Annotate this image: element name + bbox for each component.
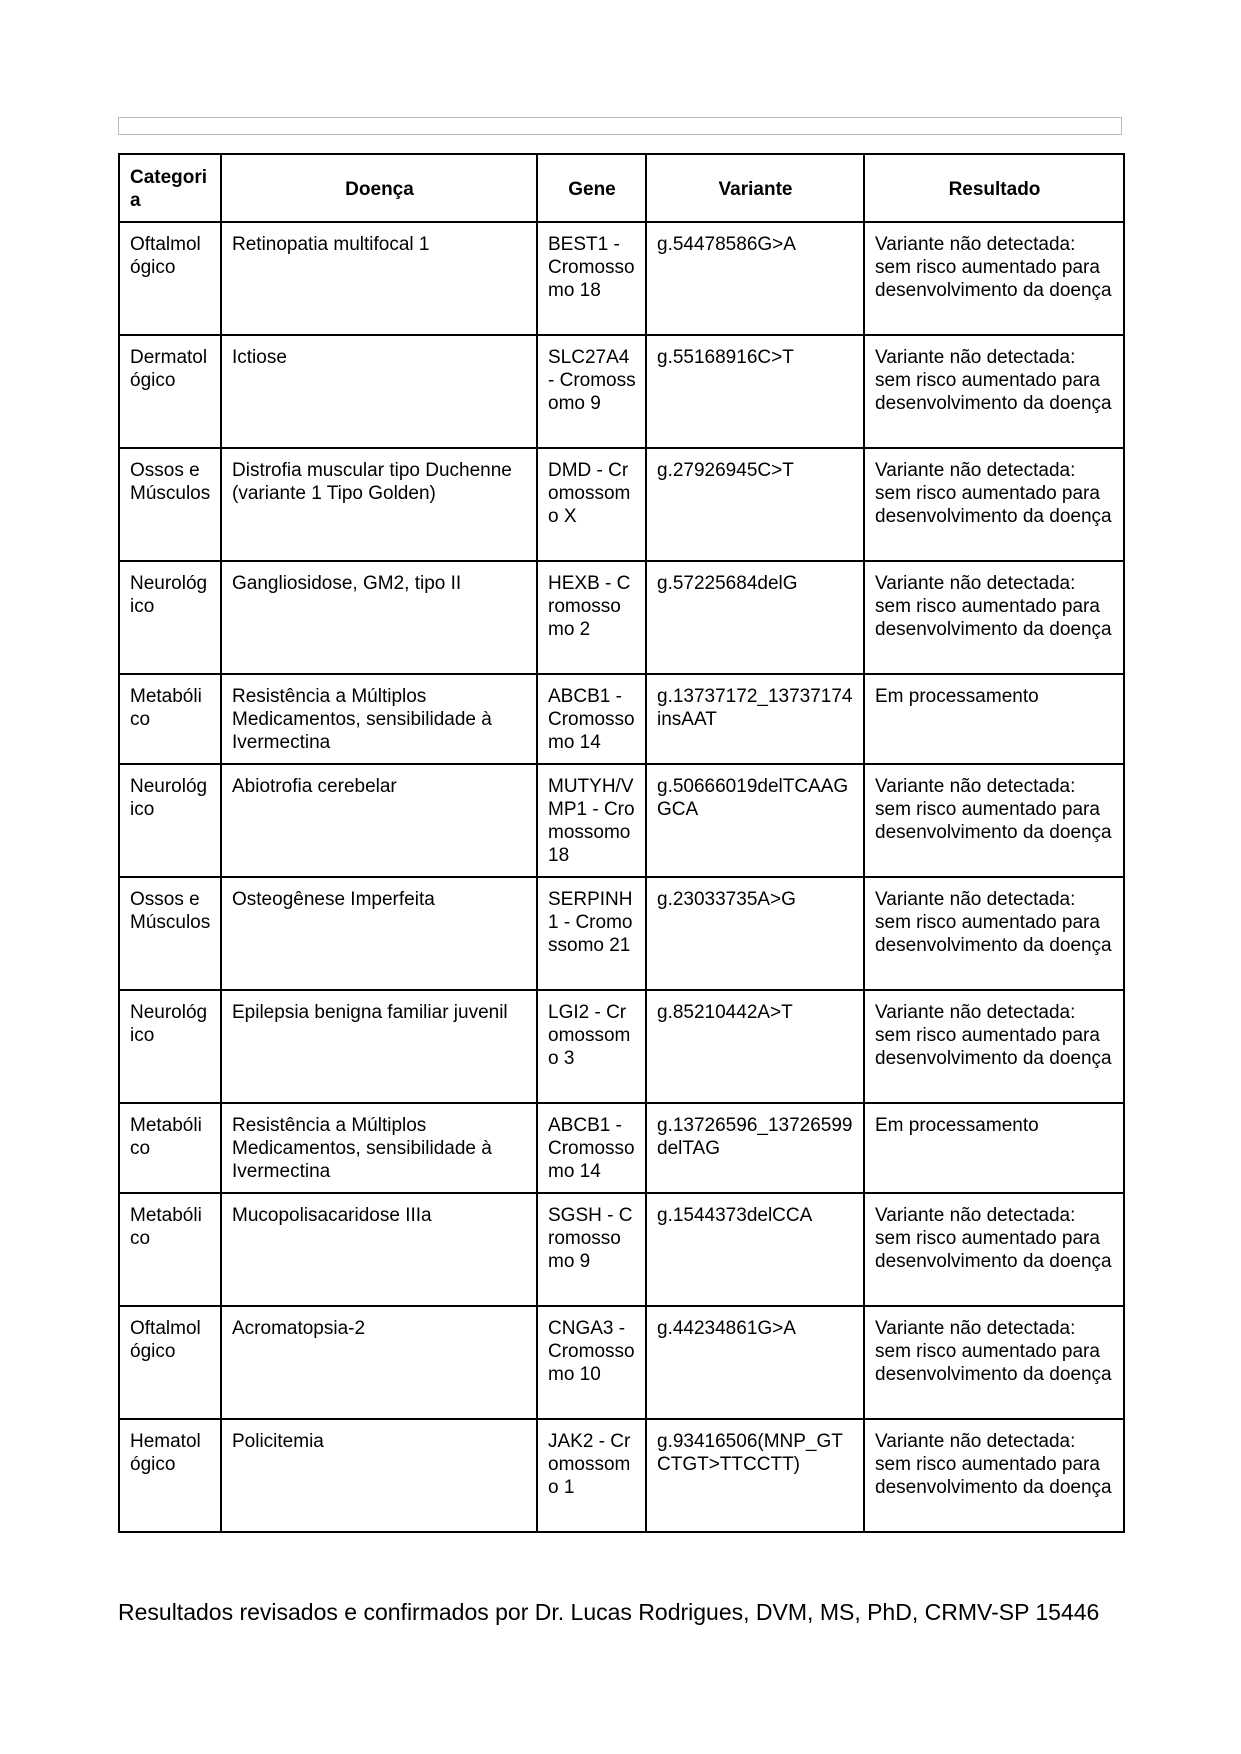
cell-result: Em processamento [864, 674, 1124, 764]
cell-result: Variante não detectada: sem risco aumentado para desenvolvimento da doença [864, 1306, 1124, 1419]
cell-disease: Acromatopsia-2 [221, 1306, 537, 1419]
table-row [119, 448, 1124, 561]
cell-gene: SLC27A4 - Cromossomo 9 [537, 335, 646, 448]
cell-variant: g.85210442A>T [646, 990, 864, 1103]
cell-gene: JAK2 - Cromossomo 1 [537, 1419, 646, 1532]
table-row [119, 1419, 1124, 1532]
cell-result: Variante não detectada: sem risco aumentado para desenvolvimento da doença [864, 448, 1124, 561]
cell-disease: Resistência a Múltiplos Medicamentos, sensibilidade à Ivermectina [221, 1103, 537, 1193]
cell-category: Hematológico [119, 1419, 221, 1532]
cell-result: Variante não detectada: sem risco aumentado para desenvolvimento da doença [864, 877, 1124, 990]
table-row [119, 335, 1124, 448]
table-row [119, 764, 1124, 877]
cell-gene: ABCB1 - Cromossomo 14 [537, 1103, 646, 1193]
cell-gene: BEST1 - Cromossomo 18 [537, 222, 646, 335]
cell-category: Neurológico [119, 764, 221, 877]
cell-gene: LGI2 - Cromossomo 3 [537, 990, 646, 1103]
cell-variant: g.23033735A>G [646, 877, 864, 990]
cell-disease: Osteogênese Imperfeita [221, 877, 537, 990]
header-category: Categoria [119, 154, 221, 222]
cell-result: Variante não detectada: sem risco aumentado para desenvolvimento da doença [864, 764, 1124, 877]
cell-disease: Retinopatia multifocal 1 [221, 222, 537, 335]
cell-category: Ossos e Músculos [119, 877, 221, 990]
table-row [119, 674, 1124, 764]
header-gene: Gene [537, 154, 646, 222]
cell-result: Variante não detectada: sem risco aumentado para desenvolvimento da doença [864, 561, 1124, 674]
cell-category: Dermatológico [119, 335, 221, 448]
footer-signature-text: Resultados revisados e confirmados por Dr. Lucas Rodrigues, DVM, MS, PhD, CRMV-SP 15446 [118, 1599, 1100, 1625]
cell-disease: Ictiose [221, 335, 537, 448]
cell-gene: ABCB1 - Cromossomo 14 [537, 674, 646, 764]
results-table [118, 153, 1125, 1533]
cell-gene: CNGA3 - Cromossomo 10 [537, 1306, 646, 1419]
cell-gene: HEXB - Cromossomo 2 [537, 561, 646, 674]
cell-variant: g.93416506(MNP_GTCTGT>TTCCTT) [646, 1419, 864, 1532]
table-row [119, 990, 1124, 1103]
cell-gene: SGSH - Cromossomo 9 [537, 1193, 646, 1306]
cell-category: Ossos e Músculos [119, 448, 221, 561]
header-row [119, 154, 1124, 222]
cell-variant: g.57225684delG [646, 561, 864, 674]
cell-disease: Policitemia [221, 1419, 537, 1532]
table-row [119, 1193, 1124, 1306]
cell-category: Metabólico [119, 674, 221, 764]
cell-result: Variante não detectada: sem risco aumentado para desenvolvimento da doença [864, 990, 1124, 1103]
cell-variant: g.54478586G>A [646, 222, 864, 335]
cell-variant: g.13726596_13726599delTAG [646, 1103, 864, 1193]
cell-result: Variante não detectada: sem risco aumentado para desenvolvimento da doença [864, 335, 1124, 448]
cell-variant: g.55168916C>T [646, 335, 864, 448]
cell-category: Metabólico [119, 1103, 221, 1193]
table-row [119, 222, 1124, 335]
cell-category: Oftalmológico [119, 222, 221, 335]
cell-gene: SERPINH1 - Cromossomo 21 [537, 877, 646, 990]
cell-result: Variante não detectada: sem risco aumentado para desenvolvimento da doença [864, 1419, 1124, 1532]
cell-gene: DMD - Cromossomo X [537, 448, 646, 561]
cell-result: Variante não detectada: sem risco aumentado para desenvolvimento da doença [864, 1193, 1124, 1306]
cell-variant: g.1544373delCCA [646, 1193, 864, 1306]
cell-variant: g.27926945C>T [646, 448, 864, 561]
cell-disease: Gangliosidose, GM2, tipo II [221, 561, 537, 674]
cell-variant: g.50666019delTCAAGGCA [646, 764, 864, 877]
cell-disease: Resistência a Múltiplos Medicamentos, sensibilidade à Ivermectina [221, 674, 537, 764]
header-variant: Variante [646, 154, 864, 222]
cell-result: Variante não detectada: sem risco aumentado para desenvolvimento da doença [864, 222, 1124, 335]
table-row [119, 561, 1124, 674]
header-result: Resultado [864, 154, 1124, 222]
table-row [119, 1306, 1124, 1419]
cell-category: Oftalmológico [119, 1306, 221, 1419]
top-frame-box [118, 117, 1122, 135]
cell-result: Em processamento [864, 1103, 1124, 1193]
cell-disease: Distrofia muscular tipo Duchenne (variante 1 Tipo Golden) [221, 448, 537, 561]
cell-disease: Mucopolisacaridose IIIa [221, 1193, 537, 1306]
cell-gene: MUTYH/VMP1 - Cromossomo 18 [537, 764, 646, 877]
header-disease: Doença [221, 154, 537, 222]
cell-variant: g.44234861G>A [646, 1306, 864, 1419]
table-row [119, 1103, 1124, 1193]
cell-category: Neurológico [119, 990, 221, 1103]
cell-disease: Epilepsia benigna familiar juvenil [221, 990, 537, 1103]
cell-category: Neurológico [119, 561, 221, 674]
table-row [119, 877, 1124, 990]
cell-category: Metabólico [119, 1193, 221, 1306]
cell-disease: Abiotrofia cerebelar [221, 764, 537, 877]
cell-variant: g.13737172_13737174insAAT [646, 674, 864, 764]
